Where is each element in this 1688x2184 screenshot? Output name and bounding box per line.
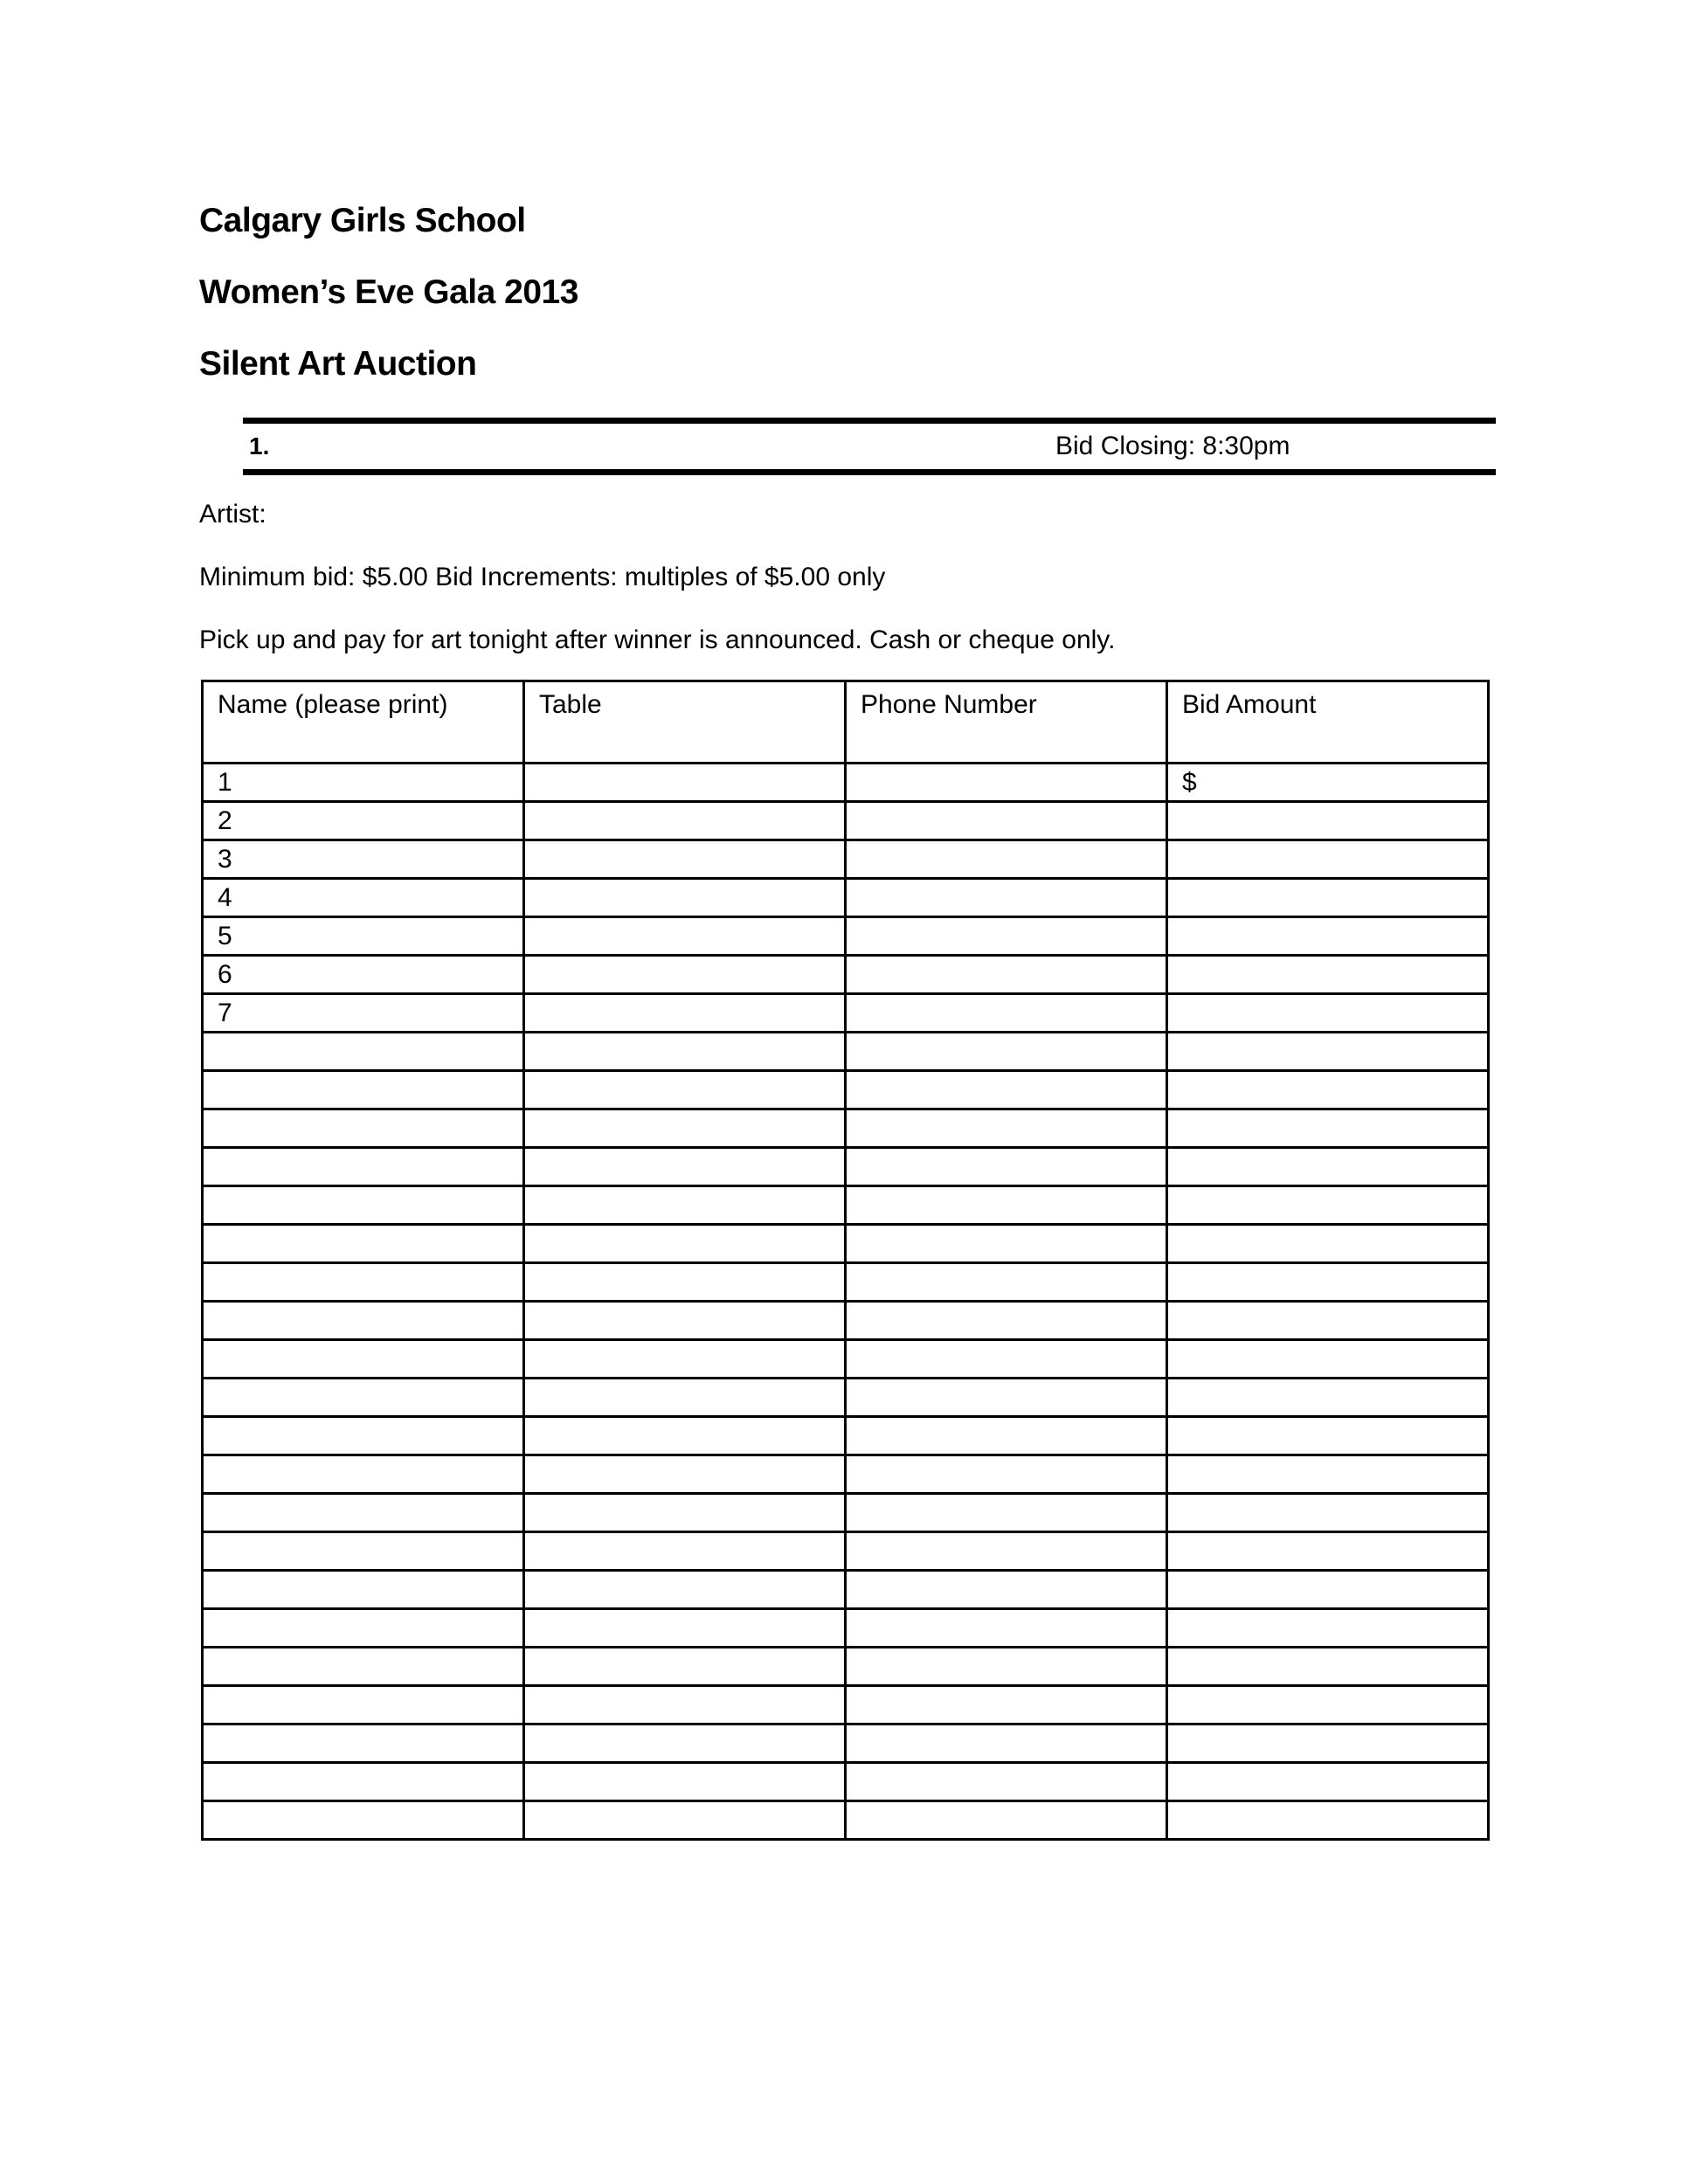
cell-phone: [846, 1109, 1167, 1148]
cell-table: [524, 1379, 846, 1417]
cell-name: [203, 1763, 524, 1801]
cell-table: [524, 1263, 846, 1302]
cell-table: [524, 802, 846, 840]
cell-phone: [846, 1455, 1167, 1494]
cell-bid-amount: [1167, 802, 1489, 840]
cell-bid-amount: [1167, 840, 1489, 879]
cell-bid-amount: $: [1167, 764, 1489, 802]
table-row: [203, 1571, 1489, 1609]
table-row: [203, 1686, 1489, 1724]
item-header-band: [243, 418, 1496, 475]
cell-table: [524, 1609, 846, 1648]
table-row: [203, 802, 1489, 840]
cell-bid-amount: [1167, 1532, 1489, 1571]
cell-bid-amount: [1167, 1724, 1489, 1763]
table-row: [203, 1148, 1489, 1186]
cell-name: 6: [203, 956, 524, 994]
cell-table: [524, 956, 846, 994]
cell-phone: [846, 802, 1167, 840]
cell-phone: [846, 1186, 1167, 1225]
cell-name: [203, 1686, 524, 1724]
cell-phone: [846, 1302, 1167, 1340]
table-row: [203, 1340, 1489, 1379]
cell-phone: [846, 840, 1167, 879]
cell-name: [203, 1455, 524, 1494]
cell-bid-amount: [1167, 956, 1489, 994]
cell-table: [524, 1455, 846, 1494]
bid-table-header-row: [203, 681, 1489, 764]
table-row: [203, 1494, 1489, 1532]
table-row: [203, 1302, 1489, 1340]
column-header-name: Name (please print): [203, 681, 524, 764]
bid-closing-time: Bid Closing: 8:30pm: [1055, 432, 1290, 460]
cell-table: [524, 1571, 846, 1609]
cell-name: [203, 1609, 524, 1648]
cell-bid-amount: [1167, 1263, 1489, 1302]
table-row: [203, 917, 1489, 956]
cell-name: 5: [203, 917, 524, 956]
cell-name: [203, 1379, 524, 1417]
cell-bid-amount: [1167, 879, 1489, 917]
cell-phone: [846, 994, 1167, 1033]
column-header-bid-amount: Bid Amount: [1167, 681, 1489, 764]
cell-phone: [846, 879, 1167, 917]
table-row: [203, 1379, 1489, 1417]
cell-name: [203, 1225, 524, 1263]
cell-bid-amount: [1167, 1148, 1489, 1186]
cell-table: [524, 1532, 846, 1571]
cell-bid-amount: [1167, 994, 1489, 1033]
cell-phone: [846, 1148, 1167, 1186]
pickup-instructions: Pick up and pay for art tonight after winner is announced. Cash or cheque only.: [199, 625, 1116, 654]
cell-phone: [846, 1379, 1167, 1417]
table-row: [203, 1455, 1489, 1494]
table-row: [203, 1532, 1489, 1571]
cell-table: [524, 1033, 846, 1071]
cell-bid-amount: [1167, 1071, 1489, 1109]
table-row: [203, 840, 1489, 879]
table-row: [203, 764, 1489, 802]
cell-table: [524, 1071, 846, 1109]
cell-bid-amount: [1167, 1033, 1489, 1071]
cell-phone: [846, 1263, 1167, 1302]
cell-table: [524, 1724, 846, 1763]
cell-bid-amount: [1167, 1609, 1489, 1648]
cell-name: [203, 1532, 524, 1571]
cell-name: 2: [203, 802, 524, 840]
cell-table: [524, 1148, 846, 1186]
cell-phone: [846, 1686, 1167, 1724]
cell-name: 1: [203, 764, 524, 802]
table-row: [203, 1724, 1489, 1763]
cell-table: [524, 994, 846, 1033]
table-row: [203, 1186, 1489, 1225]
cell-table: [524, 840, 846, 879]
cell-table: [524, 1109, 846, 1148]
cell-phone: [846, 1801, 1167, 1840]
cell-name: [203, 1148, 524, 1186]
artist-label: Artist:: [199, 500, 266, 529]
school-title: Calgary Girls School: [199, 202, 526, 239]
cell-bid-amount: [1167, 1571, 1489, 1609]
cell-table: [524, 879, 846, 917]
cell-bid-amount: [1167, 1340, 1489, 1379]
cell-bid-amount: [1167, 1648, 1489, 1686]
cell-table: [524, 1763, 846, 1801]
cell-phone: [846, 1532, 1167, 1571]
cell-phone: [846, 1609, 1167, 1648]
cell-table: [524, 917, 846, 956]
table-row: [203, 1648, 1489, 1686]
cell-name: [203, 1571, 524, 1609]
cell-name: [203, 1724, 524, 1763]
cell-name: [203, 1648, 524, 1686]
cell-name: [203, 1417, 524, 1455]
cell-phone: [846, 1225, 1167, 1263]
cell-phone: [846, 1417, 1167, 1455]
table-row: [203, 1225, 1489, 1263]
table-row: [203, 1801, 1489, 1840]
cell-bid-amount: [1167, 1225, 1489, 1263]
cell-name: [203, 1186, 524, 1225]
cell-table: [524, 764, 846, 802]
cell-table: [524, 1494, 846, 1532]
cell-phone: [846, 1763, 1167, 1801]
event-title: Women’s Eve Gala 2013: [199, 273, 578, 311]
cell-table: [524, 1340, 846, 1379]
table-row: [203, 1033, 1489, 1071]
cell-table: [524, 1801, 846, 1840]
cell-phone: [846, 1494, 1167, 1532]
cell-table: [524, 1186, 846, 1225]
cell-phone: [846, 917, 1167, 956]
cell-bid-amount: [1167, 1801, 1489, 1840]
table-row: [203, 1071, 1489, 1109]
cell-name: [203, 1302, 524, 1340]
table-row: [203, 1263, 1489, 1302]
cell-phone: [846, 1648, 1167, 1686]
cell-bid-amount: [1167, 917, 1489, 956]
cell-name: 3: [203, 840, 524, 879]
table-row: [203, 1763, 1489, 1801]
cell-table: [524, 1302, 846, 1340]
cell-bid-amount: [1167, 1455, 1489, 1494]
cell-bid-amount: [1167, 1302, 1489, 1340]
cell-bid-amount: [1167, 1186, 1489, 1225]
cell-table: [524, 1648, 846, 1686]
cell-bid-amount: [1167, 1379, 1489, 1417]
cell-phone: [846, 1571, 1167, 1609]
cell-name: [203, 1340, 524, 1379]
cell-table: [524, 1225, 846, 1263]
cell-phone: [846, 1340, 1167, 1379]
table-row: [203, 956, 1489, 994]
cell-name: [203, 1494, 524, 1532]
cell-bid-amount: [1167, 1494, 1489, 1532]
minimum-bid-instructions: Minimum bid: $5.00 Bid Increments: multiples of $5.00 only: [199, 563, 886, 591]
cell-bid-amount: [1167, 1109, 1489, 1148]
cell-name: 4: [203, 879, 524, 917]
bid-table-body: [203, 764, 1489, 1840]
item-number: 1.: [249, 432, 270, 460]
cell-phone: [846, 1033, 1167, 1071]
cell-table: [524, 1686, 846, 1724]
table-row: [203, 1109, 1489, 1148]
cell-bid-amount: [1167, 1686, 1489, 1724]
section-title: Silent Art Auction: [199, 345, 477, 383]
cell-name: [203, 1071, 524, 1109]
table-row: [203, 994, 1489, 1033]
cell-bid-amount: [1167, 1763, 1489, 1801]
bid-table: [201, 680, 1490, 1841]
cell-phone: [846, 1071, 1167, 1109]
table-row: [203, 1417, 1489, 1455]
cell-name: [203, 1033, 524, 1071]
cell-phone: [846, 764, 1167, 802]
table-row: [203, 1609, 1489, 1648]
table-row: [203, 879, 1489, 917]
column-header-table: Table: [524, 681, 846, 764]
cell-name: [203, 1263, 524, 1302]
cell-phone: [846, 956, 1167, 994]
cell-name: [203, 1109, 524, 1148]
cell-name: 7: [203, 994, 524, 1033]
column-header-phone: Phone Number: [846, 681, 1167, 764]
cell-bid-amount: [1167, 1417, 1489, 1455]
cell-table: [524, 1417, 846, 1455]
cell-phone: [846, 1724, 1167, 1763]
cell-name: [203, 1801, 524, 1840]
